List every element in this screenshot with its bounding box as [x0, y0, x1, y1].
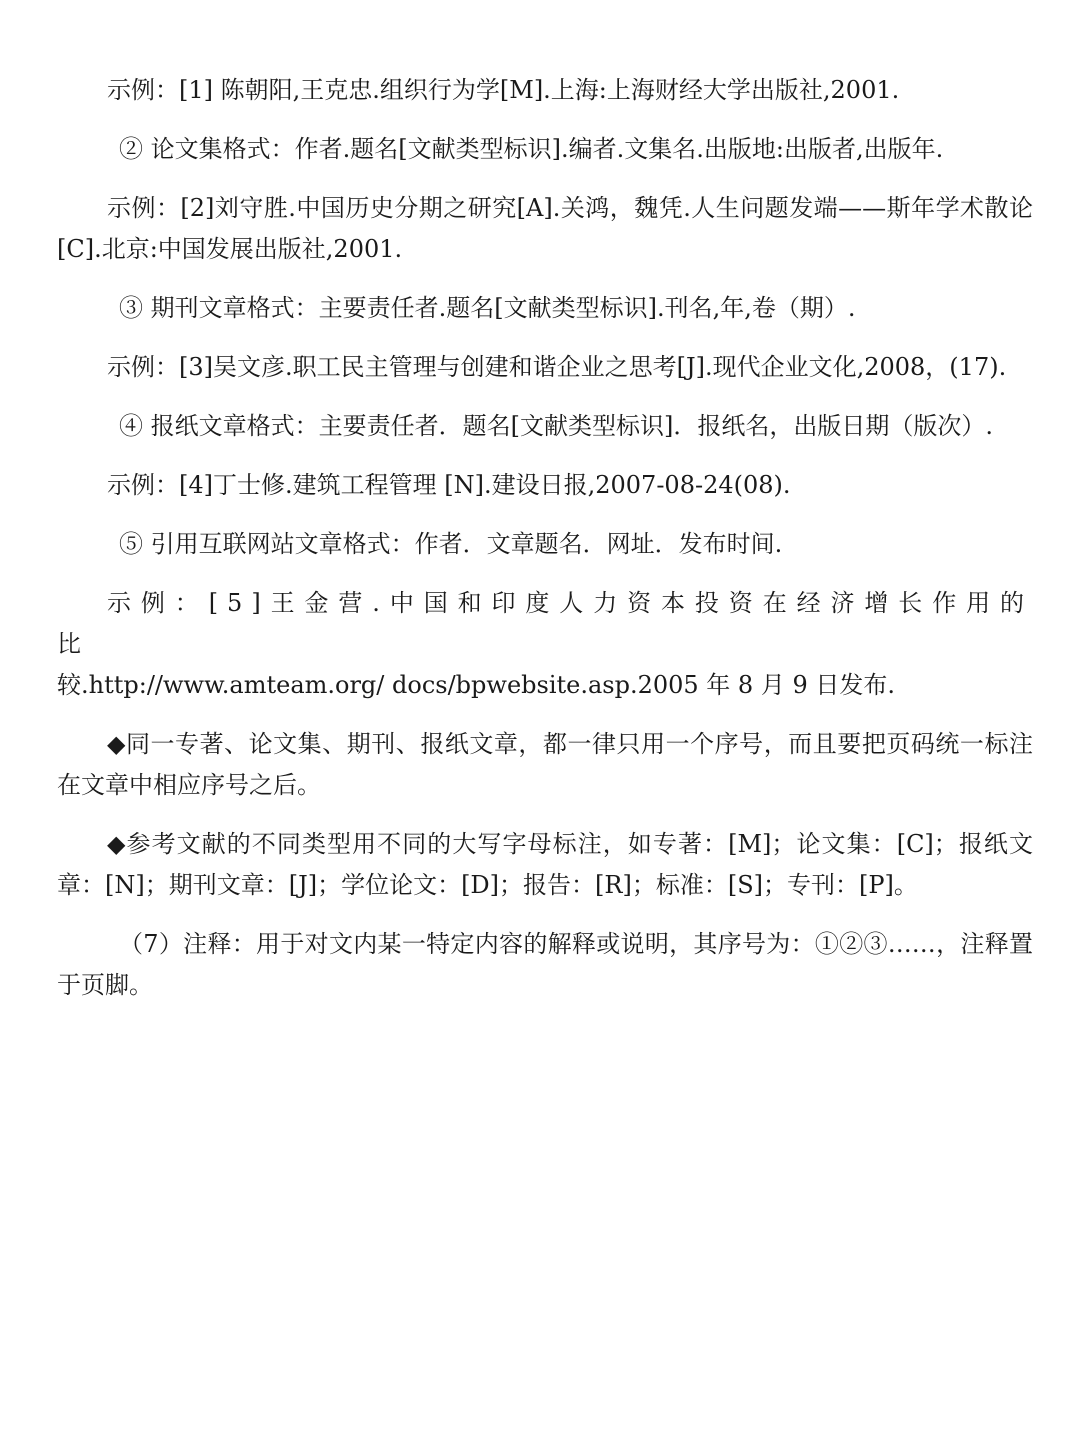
note-single-number: ◆同一专著、论文集、期刊、报纸文章，都一律只用一个序号，而且要把页码统一标注在文章中相应序号之后。: [57, 730, 1033, 799]
example-3: 示例：[3]吴文彦.职工民主管理与创建和谐企业之思考[J].现代企业文化,2008，(17).: [107, 353, 1007, 381]
format-website: ⑤ 引用互联网站文章格式：作者．文章题名．网址．发布时间.: [119, 530, 783, 558]
document-page: [57, 70, 1033, 1006]
format-newspaper: ④ 报纸文章格式：主要责任者．题名[文献类型标识]．报纸名，出版日期（版次）.: [119, 412, 993, 440]
example-5: [57, 583, 1033, 706]
example-2: 示例：[2]刘守胜.中国历史分期之研究[A].关鸿，魏凭.人生问题发端——斯年学术散论[C].北京:中国发展出版社,2001.: [57, 194, 1033, 263]
example-5-line-1: 示例：[5]王金营.中国和印度人力资本投资在经济增长作用的比: [57, 589, 1033, 658]
example-4: 示例：[4]丁士修.建筑工程管理 [N].建设日报,2007-08-24(08).: [107, 471, 791, 499]
format-journal: ③ 期刊文章格式：主要责任者.题名[文献类型标识].刊名,年,卷（期）.: [119, 294, 856, 322]
example-5-line-2: 较.http://www.amteam.org/ docs/bpwebsite.asp.2005 年 8 月 9 日发布.: [57, 671, 895, 699]
annotation-rule: （7）注释：用于对文内某一特定内容的解释或说明，其序号为：①②③……，注释置于页脚。: [57, 930, 1033, 999]
example-1: 示例：[1] 陈朝阳,王克忠.组织行为学[M].上海:上海财经大学出版社,2001.: [107, 76, 900, 104]
format-proceedings: ② 论文集格式：作者.题名[文献类型标识].编者.文集名.出版地:出版者,出版年.: [119, 135, 944, 163]
note-type-letters: ◆参考文献的不同类型用不同的大写字母标注，如专著：[M]；论文集：[C]；报纸文章：[N]；期刊文章：[J]；学位论文：[D]；报告：[R]；标准：[S]；专刊：[P]。: [57, 830, 1033, 899]
